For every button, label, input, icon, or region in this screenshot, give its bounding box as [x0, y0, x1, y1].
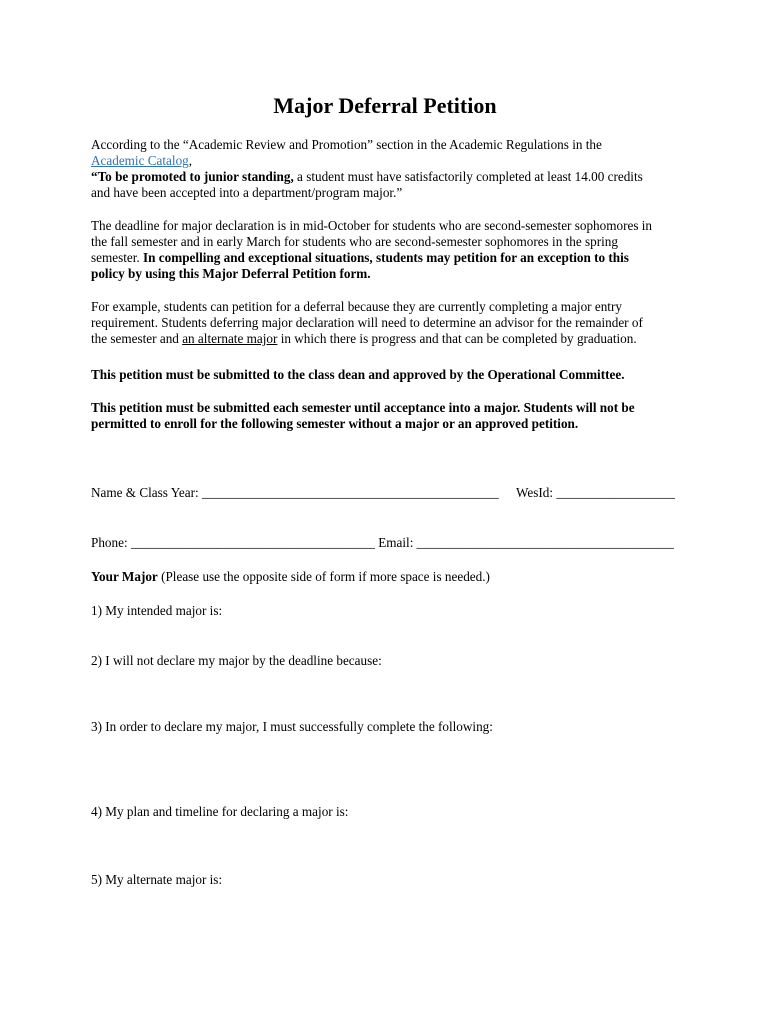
name-class-year-field[interactable]: _____________________________________________: [202, 485, 499, 500]
deadline-line-3-plain: semester.: [91, 250, 144, 265]
notice-each-semester: [91, 400, 691, 432]
question-1: 1) My intended major is:: [91, 603, 223, 618]
example-line-3-pre: the semester and: [91, 331, 183, 346]
intro-line-2: [91, 153, 691, 169]
phone-label: Phone:: [91, 535, 131, 550]
name-class-year-label: Name & Class Year:: [91, 485, 202, 500]
notice-2-line-1: This petition must be submitted each semester until acceptance into a major. Students will not be: [91, 400, 635, 415]
example-line-2: requirement. Students deferring major declaration will need to determine an advisor for the remainder of: [91, 315, 643, 330]
deadline-line-2: the fall semester and in early March for students who are second-semester sophomores in the spring: [91, 234, 618, 249]
phone-email-row: [91, 535, 691, 551]
page-title: Major Deferral Petition: [273, 93, 497, 118]
deadline-line-1: The deadline for major declaration is in mid-October for students who are second-semester sophomores in: [91, 218, 653, 233]
example-paragraph: [91, 299, 691, 347]
question-2: 2) I will not declare my major by the deadline because:: [91, 653, 382, 668]
quote-rest: a student must have satisfactorily completed at least 14.00 credits: [293, 169, 643, 184]
intro-line-4: and have been accepted into a department/program major.”: [91, 185, 403, 200]
wesid-row: [516, 485, 675, 501]
intro-line-1: According to the “Academic Review and Promotion” section in the Academic Regulations in the: [91, 137, 602, 152]
deadline-paragraph: [91, 218, 691, 282]
deadline-line-4: [91, 266, 691, 282]
catalog-comma: ,: [188, 153, 193, 168]
notice-dean-approval: [91, 367, 691, 383]
your-major-heading-bold: Your Major: [91, 569, 158, 584]
example-line-3: [91, 331, 691, 347]
alternate-major-text: an alternate major: [182, 331, 278, 346]
deadline-line-4-bold: policy by using this Major Deferral Petition form.: [91, 266, 371, 281]
intro-line-3: [91, 169, 691, 185]
wesid-label: WesId:: [516, 485, 557, 500]
deadline-line-3-bold: In compelling and exceptional situations, students may petition for an exception to this: [143, 250, 629, 265]
question-5: 5) My alternate major is:: [91, 872, 223, 887]
quote-bold: “To be promoted to junior standing,: [91, 169, 294, 184]
academic-catalog-link[interactable]: Academic Catalog: [91, 153, 189, 168]
example-line-3-post: in which there is progress and that can be completed by graduation.: [277, 331, 637, 346]
your-major-heading-note: (Please use the opposite side of form if more space is needed.): [157, 569, 490, 584]
notice-2-line-2: permitted to enroll for the following semester without a major or an approved petition.: [91, 416, 579, 431]
question-4: 4) My plan and timeline for declaring a major is:: [91, 804, 349, 819]
notice-1-text: This petition must be submitted to the class dean and approved by the Operational Committee.: [91, 367, 625, 382]
your-major-heading: [91, 569, 691, 585]
email-label: Email:: [374, 535, 417, 550]
example-line-1: For example, students can petition for a deferral because they are currently completing a major entry: [91, 299, 622, 314]
wesid-field[interactable]: __________________: [556, 485, 676, 500]
email-field[interactable]: _______________________________________: [416, 535, 674, 550]
intro-paragraph: [91, 137, 691, 201]
phone-field[interactable]: _____________________________________: [130, 535, 375, 550]
question-3: 3) In order to declare my major, I must successfully complete the following:: [91, 719, 493, 734]
deadline-line-3: [91, 250, 691, 266]
